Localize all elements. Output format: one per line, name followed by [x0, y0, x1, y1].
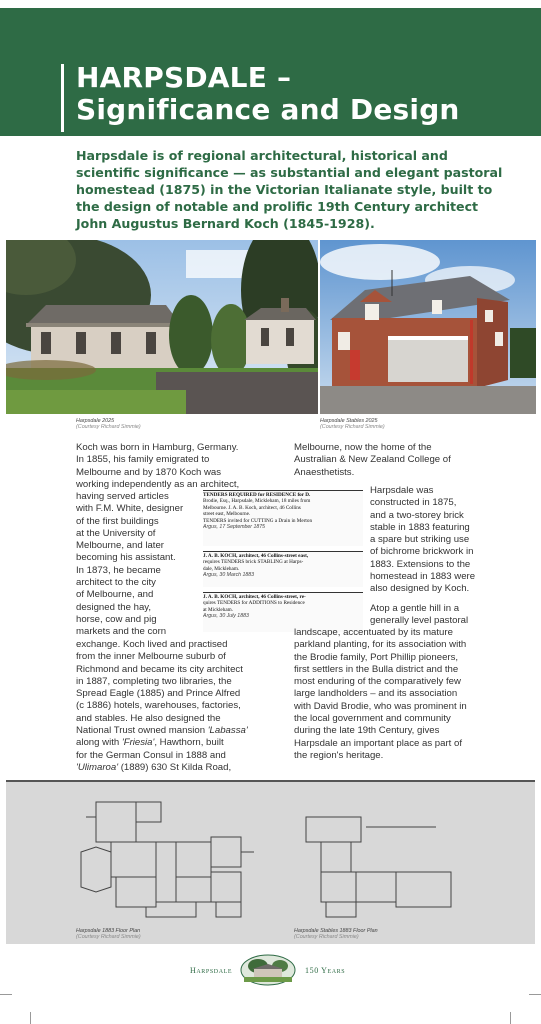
- clipping-line: TENDERS invited for CUTTING a Drain in Merton: [203, 517, 313, 524]
- column1-intro: [76, 442, 239, 491]
- text-line: at the University of: [76, 527, 156, 539]
- text-line: Richmond and became its city architect: [76, 663, 243, 675]
- clipping-line: TENDERS REQUIRED for RESIDENCE for D.: [203, 492, 311, 498]
- text-line: exchange. Koch lived and practised: [76, 639, 228, 650]
- column1-narrow: [76, 491, 183, 639]
- text-line: first settlers in the Bulla district and the: [294, 663, 459, 675]
- text-line: with David Brodie, who was prominent in: [294, 700, 467, 712]
- caption-credit: (Courtesy Richard Simmie): [294, 934, 359, 940]
- text-line: large landholders – and its association: [294, 688, 458, 700]
- title-rule: [61, 64, 64, 132]
- harpsdale-house-photo: [6, 240, 318, 414]
- text-line: having served articles: [76, 491, 169, 502]
- stables-photo-caption: [320, 418, 385, 430]
- clipping-caption: Argus, 30 March 1883: [203, 572, 255, 579]
- clipping-line: J. A. B. KOCH, architect, 46 Collins-street east,: [203, 553, 309, 559]
- caption-credit: (Courtesy Richard Simmie): [320, 424, 385, 430]
- text-line: Koch was born in Hamburg, Germany.: [76, 442, 239, 453]
- house-floor-plan: [76, 792, 256, 922]
- text-line: Melbourne, and later: [76, 540, 164, 552]
- page-title: [76, 62, 516, 126]
- newspaper-clipping: [203, 592, 363, 632]
- column2-intro: [294, 442, 451, 479]
- text-line: [76, 762, 248, 774]
- clipping-line: quires TENDERS for ADDITIONS to Residence: [203, 600, 305, 607]
- house-plan-caption: [76, 928, 141, 940]
- text-line: landscape, accentuated by its mature: [294, 627, 453, 638]
- text-line: from the inner Melbourne suburb of: [76, 651, 226, 663]
- text-line: In 1855, his family emigrated to: [76, 454, 210, 466]
- intro-line: scientific significance — as substantial and elegant pastoral: [76, 165, 503, 180]
- text-line: Anaesthetists.: [294, 466, 355, 478]
- text-line: designed the hay,: [76, 601, 152, 613]
- text-line: Melbourne and by 1870 Koch was: [76, 466, 222, 478]
- floor-plans-panel: [6, 782, 535, 944]
- crop-mark: [529, 994, 541, 995]
- text-line: a spare but striking use: [370, 534, 470, 546]
- text-line: of Melbourne, and: [76, 589, 154, 601]
- caption-credit: (Courtesy Richard Simmie): [76, 424, 141, 430]
- crop-mark: [0, 994, 12, 995]
- text-line: Atop a gentle hill in a: [370, 603, 460, 614]
- clipping-text: [203, 490, 363, 524]
- text-line: (c 1886) hotels, warehouses, factories,: [76, 700, 241, 712]
- text-line: of the first buildings: [76, 515, 159, 527]
- text-line: Spread Eagle (1885) and Prince Alfred: [76, 688, 241, 700]
- clipping-line: dale, Mickleham.: [203, 565, 240, 572]
- mansion-name: 'Ulimaroa': [76, 761, 119, 773]
- clipping-text: [203, 592, 363, 613]
- text-line: 1883. Extensions to the: [370, 558, 471, 570]
- text-line: stable in 1883 featuring: [370, 521, 470, 533]
- clipping-text: [203, 551, 363, 572]
- text-line: and stables. He also designed the: [76, 712, 221, 724]
- text-line: and a two-storey brick: [370, 509, 464, 521]
- clipping-caption: Argus, 30 July 1883: [203, 613, 249, 620]
- text-line: of bichrome brickwork in: [370, 546, 474, 558]
- text-run: along with: [76, 737, 122, 749]
- text-line: Harpsdale was: [370, 485, 434, 496]
- intro-line: Harpsdale is of regional architectural, historical and: [76, 148, 448, 163]
- text-run: (1889) 630 St Kilda Road,: [118, 761, 232, 773]
- text-line: homestead in 1883 were: [370, 571, 476, 583]
- clipping-line: at Mickleham.: [203, 606, 233, 613]
- clipping-line: Brodie, Esq., Harpsdale, Mickleham, 18 miles from: [203, 498, 311, 505]
- text-line: working independently as an architect,: [76, 478, 240, 490]
- column2-significance: [294, 627, 467, 762]
- caption-credit: (Courtesy Richard Simmie): [76, 934, 141, 940]
- text-line: Melbourne, now the home of the: [294, 442, 432, 453]
- text-line: horse, cow and pig: [76, 613, 157, 625]
- intro-line: the design of notable and prolific 19th Century architect: [76, 199, 479, 214]
- caption-text: Harpsdale 1883 Floor Plan: [76, 928, 141, 934]
- clipping-line: street east, Melbourne.: [203, 511, 251, 518]
- intro-paragraph: [76, 147, 516, 232]
- column2-setting: [370, 603, 468, 628]
- caption-text: Harpsdale Stables 1883 Floor Plan: [294, 928, 378, 934]
- text-line: [76, 725, 248, 737]
- homestead-emblem: [240, 954, 296, 986]
- clipping-caption: Argus, 17 September 1875: [203, 524, 266, 531]
- text-line: Harpsdale an important place as part of: [294, 737, 462, 749]
- crop-mark: [30, 1012, 31, 1024]
- harpsdale-stables-photo: [320, 240, 536, 414]
- text-line: also designed by Koch.: [370, 583, 470, 595]
- newspaper-clipping: [203, 490, 363, 546]
- text-line: In 1873, he became: [76, 564, 161, 576]
- stables-plan-caption: [294, 928, 378, 940]
- text-line: constructed in 1875,: [370, 497, 457, 509]
- intro-line: homestead (1875) in the Victorian Italianate style, built to: [76, 182, 493, 197]
- column1-continued: [76, 639, 248, 774]
- text-run: National Trust owned mansion: [76, 725, 208, 737]
- mansion-name: 'Friesia': [121, 737, 155, 749]
- caption-text: Harpsdale 2025: [76, 418, 115, 424]
- text-run: , Hawthorn, built: [154, 737, 224, 749]
- text-line: the local government and community: [294, 713, 451, 725]
- text-line: becoming his assistant.: [76, 552, 176, 564]
- crop-mark: [510, 1012, 511, 1024]
- title-line-1: HARPSDALE –: [76, 61, 292, 94]
- footer-right-label: 150 Years: [305, 966, 346, 975]
- text-line: markets and the corn: [76, 626, 167, 638]
- clipping-line: requires TENDERS brick STABLING at Harps-: [203, 559, 304, 566]
- text-line: in 1887, completing two libraries, the: [76, 675, 232, 687]
- text-line: the Brodie family, Port Phillip pioneers,: [294, 651, 459, 663]
- text-line: parkland planting, for its association with: [294, 639, 467, 651]
- text-line: Australian & New Zealand College of: [294, 454, 451, 466]
- text-line: the region's heritage.: [294, 749, 384, 761]
- text-line: for the German Consul in 1888 and: [76, 749, 226, 761]
- text-line: architect to the city: [76, 577, 156, 589]
- caption-text: Harpsdale Stables 2025: [320, 418, 378, 424]
- text-line: with F.M. White, designer: [76, 503, 184, 515]
- footer-left-label: Harpsdale: [190, 966, 233, 975]
- clipping-line: Melbourne. J. A. B. Koch, architect, 46 Collins: [203, 504, 301, 511]
- footer: [0, 950, 541, 994]
- house-photo-caption: [76, 418, 141, 430]
- title-line-2: Significance and Design: [76, 93, 460, 126]
- stables-floor-plan: [296, 812, 466, 922]
- text-line: during the late 19th Century, gives: [294, 725, 440, 737]
- mansion-name: 'Labassa': [207, 725, 248, 737]
- newspaper-clipping: [203, 551, 363, 587]
- text-line: most enduring of the comparatively few: [294, 676, 461, 688]
- intro-line: John Augustus Bernard Koch (1845-1928).: [76, 216, 375, 231]
- column2-construction: [370, 485, 475, 596]
- text-line: generally level pastoral: [370, 615, 469, 627]
- text-line: [76, 737, 248, 749]
- clipping-line: J. A. B. KOCH, architect, 46 Collins-street, re-: [203, 594, 306, 600]
